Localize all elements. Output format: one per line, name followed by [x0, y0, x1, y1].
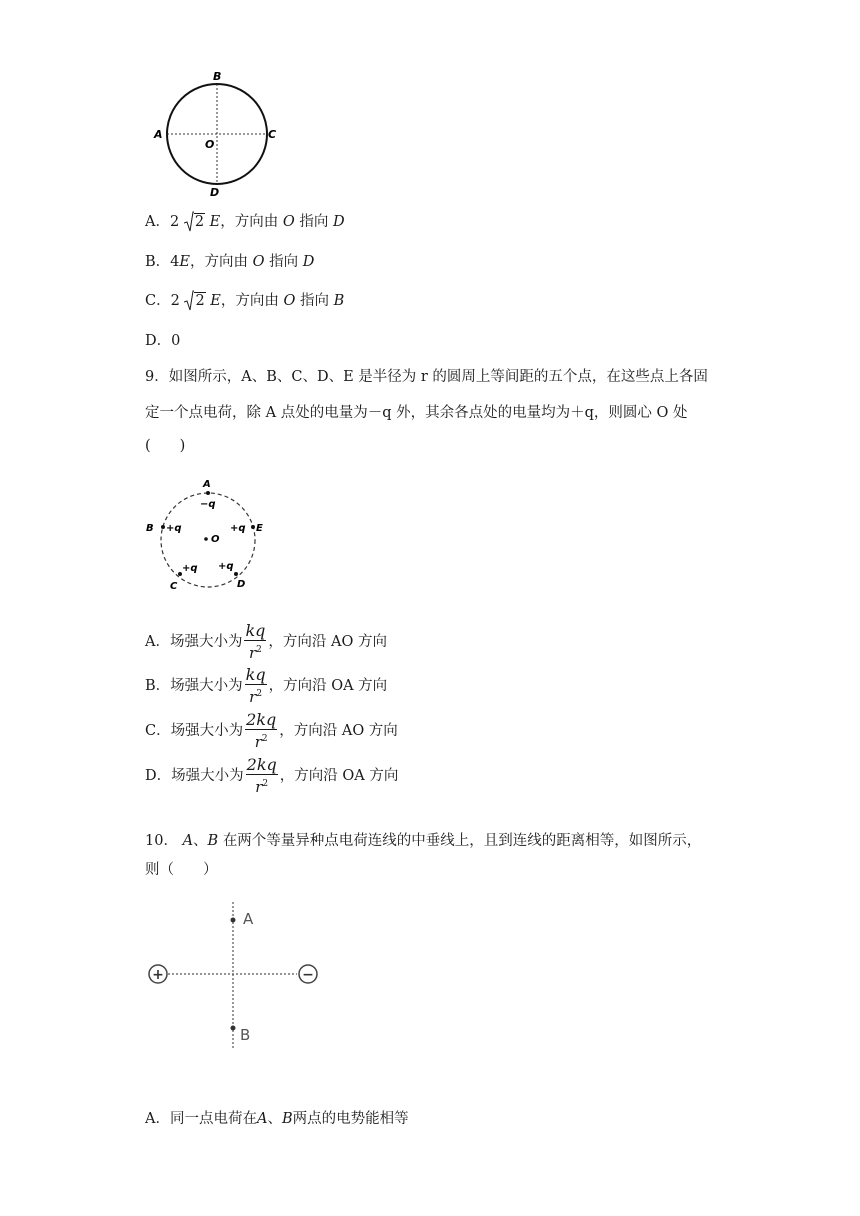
separator: 、 [267, 1111, 282, 1127]
option-letter: B． [145, 678, 171, 694]
separator: 、 [193, 833, 208, 849]
q8-label-a: A [154, 128, 163, 141]
stem-rest: 在两个等量异种点电荷连线的中垂线上，且到连线的距离相等，如图所示， [222, 833, 702, 849]
q9-label-b: B [146, 523, 154, 534]
from-point: O [282, 214, 295, 230]
denominator [244, 641, 266, 662]
option-sep: ，方向由 [189, 254, 248, 270]
from-point: O [252, 254, 265, 270]
q9-charge-b: +q [166, 523, 182, 534]
field-symbol: E [209, 214, 221, 230]
q9-label-a: A [203, 479, 211, 490]
point-a-ref: A [256, 1111, 268, 1127]
option-post: ，方向沿 OA 方向 [268, 678, 388, 694]
plus-sign: + [152, 967, 164, 983]
numerator: 2kq [246, 755, 277, 774]
q10-stem-line-2: 则（ ） [145, 862, 218, 878]
point-d-dot [234, 572, 238, 576]
radical-sign-icon [184, 289, 194, 311]
option-post: ，方向沿 AO 方向 [268, 634, 387, 650]
q8-option-d[interactable] [145, 331, 180, 351]
q9-label-o: O [211, 534, 220, 545]
option-letter: C． [145, 723, 171, 739]
q8-circle-figure [150, 68, 280, 200]
center-o-dot [204, 537, 208, 541]
exponent: 2 [256, 689, 263, 699]
option-letter: A． [145, 214, 170, 230]
field-symbol: E [179, 254, 190, 270]
q8-label-d: D [210, 186, 220, 199]
denominator [246, 775, 278, 796]
point-a-dot [231, 918, 236, 923]
value: 4 [170, 254, 180, 270]
q10-option-a[interactable] [145, 1109, 409, 1129]
fraction [244, 622, 266, 662]
fraction [245, 711, 277, 751]
option-letter: C． [145, 293, 171, 309]
denominator [245, 730, 277, 751]
to-point: D [302, 254, 315, 270]
option-letter: A． [145, 1111, 170, 1127]
point-e-dot [251, 525, 255, 529]
denominator [245, 685, 267, 706]
sqrt-expression [184, 212, 205, 232]
question-number: 10． [145, 833, 178, 849]
option-pre: 场强大小为 [170, 678, 243, 694]
q9-label-c: C [170, 581, 178, 592]
value: 0 [171, 333, 181, 349]
denominator-base: r [249, 688, 257, 706]
q10-label-a: A [243, 910, 254, 928]
q8-option-c[interactable] [145, 291, 344, 311]
option-letter: A． [145, 634, 170, 650]
q9-option-c[interactable] [145, 711, 398, 751]
to-point: B [333, 293, 345, 309]
option-post: 两点的电势能相等 [292, 1111, 409, 1127]
option-pre: 场强大小为 [171, 768, 244, 784]
radicand: 2 [194, 214, 205, 230]
option-sep: ，方向由 [220, 214, 279, 230]
coefficient: 2 [169, 214, 180, 230]
numerator: kq [245, 621, 266, 640]
q9-charge-e: +q [230, 523, 246, 534]
denominator-base: r [254, 733, 262, 751]
q9-stem-line-2: 定一个点电荷，除 A 点处的电量为－q 外，其余各点处的电量均为＋q，则圆心 O 处 [145, 405, 688, 421]
option-mid: 指向 [299, 214, 329, 230]
radical-sign-icon [184, 210, 194, 232]
option-letter: B． [145, 254, 171, 270]
option-pre: 场强大小为 [169, 634, 243, 650]
q10-stem-line-1 [145, 831, 701, 851]
numerator: kq [245, 665, 266, 684]
option-sep: ，方向由 [220, 293, 279, 309]
minus-sign: − [302, 967, 314, 983]
radicand: 2 [195, 293, 205, 309]
fraction [246, 756, 278, 796]
exponent: 2 [261, 734, 268, 744]
exponent: 2 [256, 645, 262, 655]
option-mid: 指向 [269, 254, 299, 270]
exponent: 2 [262, 779, 269, 789]
point-b-ref: B [281, 1111, 293, 1127]
q9-option-b[interactable] [145, 666, 387, 706]
q10-label-b: B [240, 1026, 251, 1044]
option-letter: D． [145, 768, 172, 784]
q9-answer-paren: ( ) [145, 438, 186, 454]
q10-dipole-figure [145, 900, 330, 1056]
to-point: D [332, 214, 345, 230]
fraction [245, 666, 267, 706]
option-post: ，方向沿 OA 方向 [279, 768, 399, 784]
from-point: O [283, 293, 296, 309]
q8-label-c: C [268, 128, 277, 141]
coefficient: 2 [170, 293, 180, 309]
q9-charge-c: +q [182, 563, 198, 574]
q9-pentagon-charges-figure [142, 474, 272, 596]
option-mid: 指向 [300, 293, 329, 309]
q9-option-a[interactable] [145, 622, 387, 662]
q8-option-b[interactable] [145, 252, 314, 272]
option-pre: 同一点电荷在 [169, 1111, 257, 1127]
q8-label-o: O [205, 138, 215, 151]
q9-charge-a: −q [200, 499, 216, 510]
point-a-dot [206, 491, 210, 495]
numerator: 2kq [246, 710, 277, 729]
point-b-ref: B [207, 833, 219, 849]
denominator-base: r [249, 644, 257, 662]
sqrt-expression [184, 291, 205, 311]
field-symbol: E [210, 293, 221, 309]
point-a-ref: A [182, 833, 194, 849]
point-b-dot [231, 1026, 236, 1031]
option-letter: D． [145, 333, 172, 349]
q9-charge-d: +q [218, 561, 234, 572]
q8-option-a[interactable] [145, 212, 345, 232]
q9-label-d: D [237, 579, 246, 590]
q9-label-e: E [256, 523, 263, 534]
q9-option-d[interactable] [145, 756, 398, 796]
q9-stem-line-1: 9．如图所示，A、B、C、D、E 是半径为 r 的圆周上等间距的五个点，在这些点上各固 [145, 369, 708, 385]
q8-label-b: B [213, 70, 222, 83]
option-pre: 场强大小为 [170, 723, 244, 739]
point-b-dot [161, 525, 165, 529]
option-post: ，方向沿 AO 方向 [279, 723, 398, 739]
denominator-base: r [255, 778, 263, 796]
